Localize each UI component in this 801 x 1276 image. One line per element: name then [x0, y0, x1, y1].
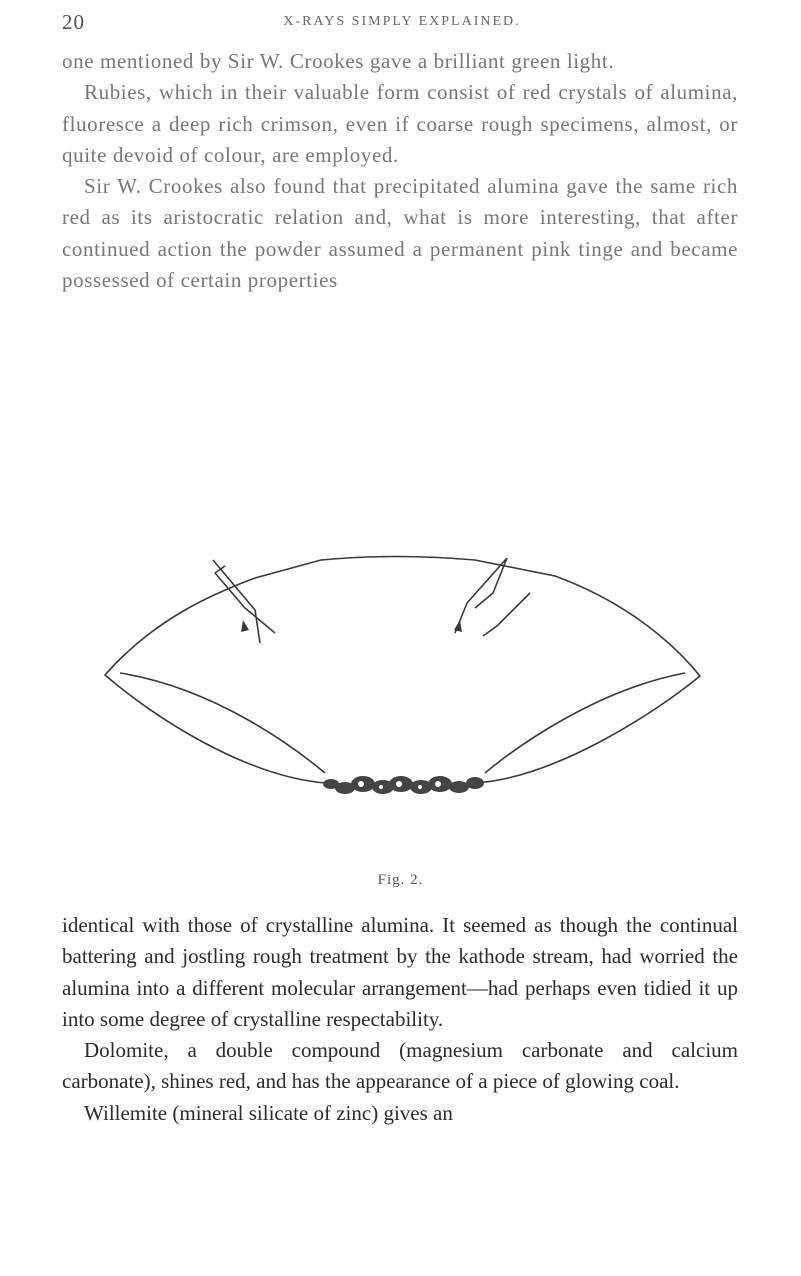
figure-edge-right	[455, 558, 507, 633]
figure-caption: Fig. 2.	[377, 872, 424, 888]
page-number: 20	[62, 10, 85, 34]
figure-inner-curve	[120, 673, 685, 773]
running-head: X-RAYS SIMPLY EXPLAINED.	[283, 14, 521, 29]
paragraph: one mentioned by Sir W. Crookes gave a brilliant green light.	[62, 49, 615, 73]
paragraph: Sir W. Crookes also found that precipitated alumina gave the same rich red as its aristocratic relation and, what is more interesting, that after continued action the powder assumed a permanent pink tinge and became possessed of certain properties	[62, 174, 738, 293]
figure-edge-left	[215, 566, 275, 633]
page-header	[62, 10, 742, 40]
paragraph: identical with those of crystalline alumina. It seemed as though the continual battering and jostling rough treatment by the kathode stream, had worried the alumina into a different molecular arrangement—had perhaps even tidied it up into some degree of crystalline respectability.	[62, 913, 738, 1031]
paragraph: Dolomite, a double compound (magnesium carbonate and calcium carbonate), shines red, and has the appearance of a piece of glowing coal.	[62, 1038, 738, 1094]
figure-outline	[105, 557, 700, 788]
paragraph: Willemite (mineral silicate of zinc) gives an	[84, 1100, 453, 1125]
bottom-text-block	[62, 910, 738, 1129]
figure-granular-base	[323, 776, 484, 794]
top-text-block	[62, 46, 738, 296]
figure-edge-right-2	[483, 593, 530, 636]
crystal-figure-illustration	[95, 548, 715, 868]
paragraph: Rubies, which in their valuable form consist of red crystals of alumina, fluoresce a deep rich crimson, even if coarse rough specimens, almost, or quite devoid of colour, are employed.	[62, 80, 738, 167]
figure-mark-right	[454, 620, 462, 632]
figure-edge-left-2	[213, 560, 260, 643]
figure-mark-left	[241, 620, 249, 632]
